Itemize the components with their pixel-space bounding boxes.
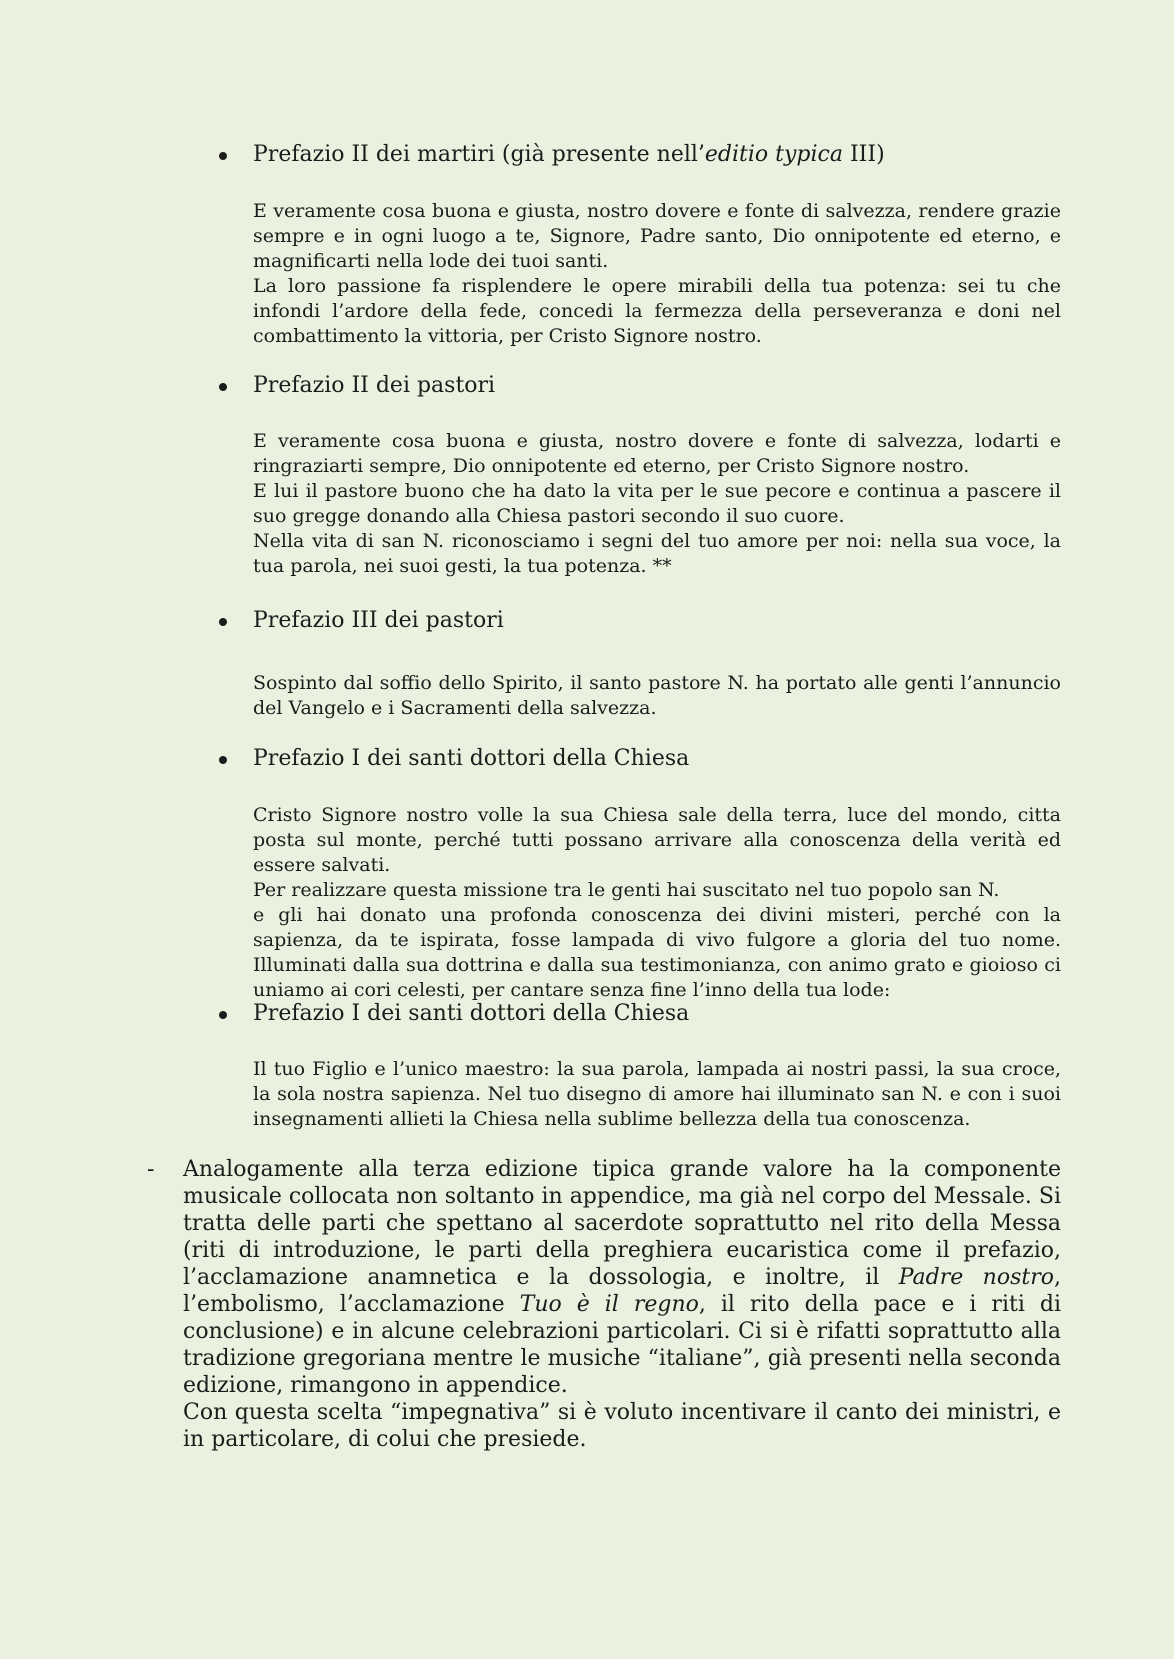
bullet-icon xyxy=(219,383,227,391)
paragraph: Nella vita di san N. riconosciamo i segni del tuo amore per noi: nella sua voce, la tua parola, nei suoi gesti, la tua potenza. ** xyxy=(253,530,1061,577)
list-dash: - xyxy=(147,1157,155,1182)
commentary-text: , l’embolismo, l’acclamazione xyxy=(183,1265,1061,1317)
paragraph: E lui il pastore buono che ha dato la vita per le sue pecore e continua a pascere il suo gregge donando alla Chiesa pastori secondo il suo cuore. xyxy=(253,480,1061,527)
commentary-block xyxy=(183,1156,1061,1453)
paragraph: Il tuo Figlio e l’unico maestro: la sua parola, lampada ai nostri passi, la sua croce, la sola nostra sapienza. Nel tuo disegno di amore hai illuminato san N. e con i suoi insegnamenti allieti la Chiesa nella sublime bellezza della tua conoscenza. xyxy=(253,1058,1061,1130)
paragraph: La loro passione fa risplendere le opere mirabili della tua potenza: sei tu che infondi l’ardore della fede, concedi la fermezza della perseveranza e doni nel combattimento la vittoria, per Cristo Signore nostro. xyxy=(253,275,1061,347)
section-heading: Prefazio III dei pastori xyxy=(253,608,504,633)
commentary-text: , il rito della pace e i riti di conclusione) e in alcune celebrazioni particolari. Ci si è rifatti soprattutto alla tradizione gregoriana mentre le musiche “italiane”, già presenti nella seconda edizione, rimangono in appendice. xyxy=(183,1292,1061,1398)
section-heading: Prefazio I dei santi dottori della Chiesa xyxy=(253,746,690,771)
heading-italic: editio typica xyxy=(704,142,843,167)
section-body xyxy=(253,803,1061,1003)
heading-text-end: III) xyxy=(843,142,885,167)
paragraph: Sospinto dal soffio dello Spirito, il santo pastore N. ha portato alle genti l’annuncio del Vangelo e i Sacramenti della salvezza. xyxy=(253,672,1061,719)
paragraph: E veramente cosa buona e giusta, nostro dovere e fonte di salvezza, lodarti e ringraziarti sempre, Dio onnipotente ed eterno, per Cristo Signore nostro. xyxy=(253,430,1061,477)
commentary-italic: Tuo è il regno xyxy=(519,1292,699,1317)
section-body xyxy=(253,429,1061,579)
commentary-text: Analogamente alla terza edizione tipica grande valore ha la componente musicale collocata non soltanto in appendice, ma già nel corpo del Messale. Si tratta delle parti che spettano al sacerdote soprattutto nel rito della Messa (riti di introduzione, le parti della preghiera eucaristica come il prefazio, l’acclamazione anamnetica e la dossologia, e inoltre, il xyxy=(183,1157,1061,1290)
bullet-icon xyxy=(219,756,227,764)
section-heading: Prefazio II dei pastori xyxy=(253,373,496,398)
bullet-icon xyxy=(219,152,227,160)
heading-text: Prefazio II dei martiri (già presente nell’ xyxy=(253,142,705,167)
section-heading: Prefazio I dei santi dottori della Chiesa xyxy=(253,1001,690,1026)
commentary-paragraph: Con questa scelta “impegnativa” si è voluto incentivare il canto dei ministri, e in particolare, di colui che presiede. xyxy=(183,1400,1061,1452)
paragraph: E veramente cosa buona e giusta, nostro dovere e fonte di salvezza, rendere grazie sempre e in ogni luogo a te, Signore, Padre santo, Dio onnipotente ed eterno, e magnificarti nella lode dei tuoi santi. xyxy=(253,200,1061,272)
paragraph: e gli hai donato una profonda conoscenza dei divini misteri, perché con la sapienza, da te ispirata, fosse lampada di vivo fulgore a gloria del tuo nome. Illuminati dalla sua dottrina e dalla sua testimonianza, con animo grato e gioioso ci uniamo ai cori celesti, per cantare senza fine l’inno della tua lode: xyxy=(253,904,1061,1001)
commentary-paragraph xyxy=(183,1156,1061,1399)
bullet-icon xyxy=(219,1011,227,1019)
commentary-italic: Padre nostro xyxy=(898,1265,1054,1290)
section-heading xyxy=(253,142,885,168)
paragraph: Cristo Signore nostro volle la sua Chiesa sale della terra, luce del mondo, citta posta sul monte, perché tutti possano arrivare alla conoscenza della verità ed essere salvati. xyxy=(253,804,1061,876)
bullet-icon xyxy=(219,618,227,626)
section-body xyxy=(253,199,1061,349)
section-body xyxy=(253,1057,1061,1132)
section-body xyxy=(253,671,1061,721)
paragraph: Per realizzare questa missione tra le genti hai suscitato nel tuo popolo san N. xyxy=(253,879,1000,901)
